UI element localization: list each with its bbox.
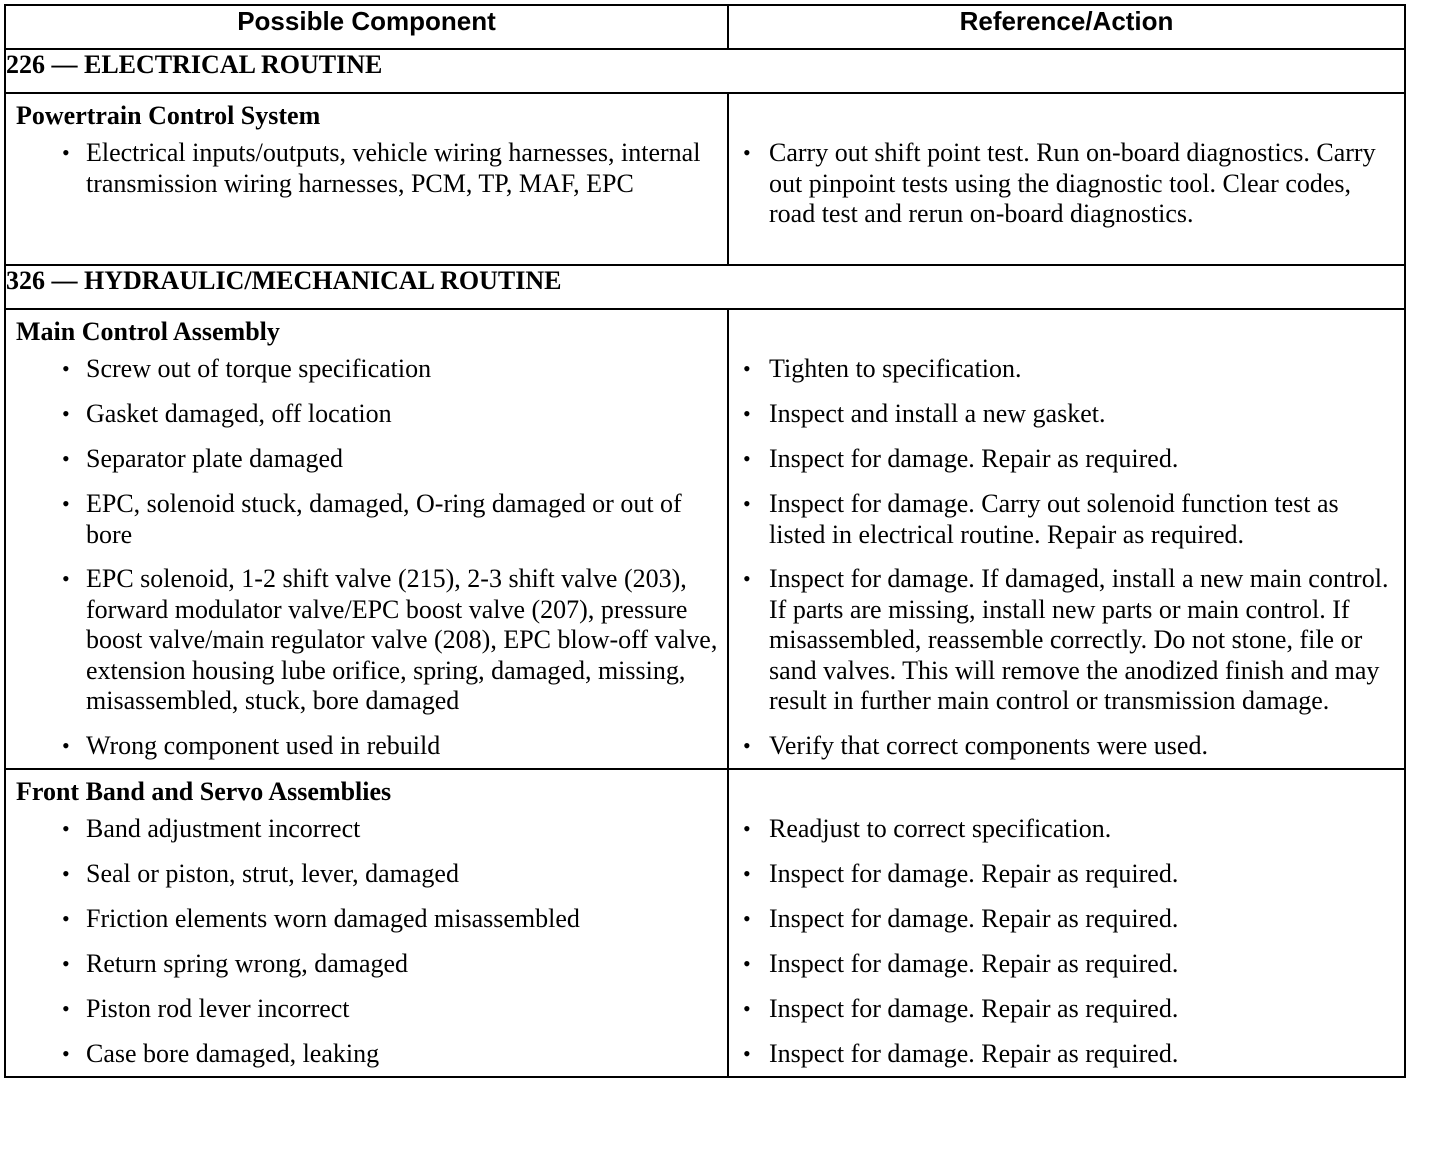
bullet-icon: • <box>62 1041 70 1066</box>
component-item-text: Screw out of torque specification <box>86 354 432 383</box>
component-cell <box>5 769 728 1077</box>
section-title: 326 — HYDRAULIC/MECHANICAL ROUTINE <box>5 265 1405 309</box>
action-item <box>729 354 1404 385</box>
group-title-spacer <box>729 310 1404 354</box>
component-item <box>6 444 727 475</box>
group-row <box>5 309 1405 769</box>
action-item <box>729 859 1404 890</box>
bullet-icon: • <box>62 491 70 516</box>
action-item-text: Inspect and install a new gasket. <box>769 399 1106 428</box>
action-item <box>729 1039 1404 1070</box>
component-item <box>6 859 727 890</box>
component-item-text: Wrong component used in rebuild <box>86 731 441 760</box>
cell-bottom-spacer <box>729 230 1404 264</box>
action-item <box>729 489 1404 550</box>
bullet-icon: • <box>743 733 751 758</box>
bullet-icon: • <box>62 446 70 471</box>
group-title: Front Band and Servo Assemblies <box>16 777 392 806</box>
component-cell <box>5 309 728 769</box>
component-item <box>6 904 727 935</box>
bullet-icon: • <box>62 356 70 381</box>
component-item-text: Piston rod lever incorrect <box>86 994 350 1023</box>
bullet-icon: • <box>62 816 70 841</box>
bullet-icon: • <box>62 566 70 591</box>
component-item-text: Return spring wrong, damaged <box>86 949 409 978</box>
header-action: Reference/Action <box>728 5 1405 49</box>
table-body <box>5 49 1405 1077</box>
bullet-icon: • <box>743 861 751 886</box>
action-item-text: Verify that correct components were used. <box>769 731 1208 760</box>
bullet-icon: • <box>743 446 751 471</box>
component-item-text: Gasket damaged, off location <box>86 399 392 428</box>
bullet-icon: • <box>62 733 70 758</box>
action-cell <box>728 769 1405 1077</box>
component-item-text: Seal or piston, strut, lever, damaged <box>86 859 459 888</box>
bullet-icon: • <box>743 906 751 931</box>
action-item-text: Inspect for damage. Carry out solenoid function test as listed in electrical routine. Repair as required. <box>769 489 1339 549</box>
action-cell <box>728 309 1405 769</box>
component-item <box>6 354 727 385</box>
bullet-icon: • <box>743 951 751 976</box>
header-row <box>5 5 1405 49</box>
action-item-text: Inspect for damage. Repair as required. <box>769 1039 1179 1068</box>
group-title: Powertrain Control System <box>16 101 321 130</box>
component-item-text: Band adjustment incorrect <box>86 814 361 843</box>
bullet-icon: • <box>743 356 751 381</box>
action-item <box>729 814 1404 845</box>
component-item <box>6 994 727 1025</box>
bullet-icon: • <box>62 140 70 165</box>
action-item <box>729 904 1404 935</box>
bullet-icon: • <box>743 401 751 426</box>
action-item <box>729 994 1404 1025</box>
bullet-icon: • <box>743 996 751 1021</box>
group-row <box>5 93 1405 265</box>
component-item <box>6 1039 727 1070</box>
action-item-text: Inspect for damage. If damaged, install a new main control. If parts are missing, install new parts or main control. If misassembled, reassemble correctly. Do not stone, file or sand valves. This will remove the anodized finish and may result in further main control or transmission damage. <box>769 564 1389 715</box>
action-item <box>729 564 1404 717</box>
action-item <box>729 949 1404 980</box>
action-item <box>729 444 1404 475</box>
component-item-text: Electrical inputs/outputs, vehicle wiring harnesses, internal transmission wiring harnesses, PCM, TP, MAF, EPC <box>86 138 701 198</box>
action-item-text: Inspect for damage. Repair as required. <box>769 949 1179 978</box>
component-item <box>6 731 727 762</box>
component-item-text: EPC solenoid, 1-2 shift valve (215), 2-3 shift valve (203), forward modulator valve/EPC boost valve (207), pressure boost valve/main regulator valve (208), EPC blow-off valve, extension housing lube orifice, spring, damaged, missing, misassembled, stuck, bore damaged <box>86 564 718 715</box>
bullet-icon: • <box>62 906 70 931</box>
component-item <box>6 814 727 845</box>
action-item <box>729 138 1404 230</box>
bullet-icon: • <box>743 491 751 516</box>
bullet-icon: • <box>743 1041 751 1066</box>
cell-bottom-spacer <box>729 762 1404 768</box>
bullet-icon: • <box>62 401 70 426</box>
cell-bottom-spacer <box>729 1070 1404 1076</box>
component-item <box>6 564 727 717</box>
component-item <box>6 489 727 550</box>
action-item-text: Inspect for damage. Repair as required. <box>769 994 1179 1023</box>
bullet-icon: • <box>743 566 751 591</box>
cell-bottom-spacer <box>6 1070 727 1076</box>
component-item <box>6 949 727 980</box>
header-component: Possible Component <box>5 5 728 49</box>
component-item-text: Case bore damaged, leaking <box>86 1039 380 1068</box>
action-cell <box>728 93 1405 265</box>
cell-bottom-spacer <box>6 230 727 264</box>
group-title: Main Control Assembly <box>16 317 280 346</box>
bullet-icon: • <box>62 861 70 886</box>
section-row <box>5 265 1405 309</box>
bullet-icon: • <box>743 816 751 841</box>
action-item-text: Inspect for damage. Repair as required. <box>769 859 1179 888</box>
diagnosis-table <box>4 4 1406 1078</box>
action-item-text: Readjust to correct specification. <box>769 814 1112 843</box>
bullet-icon: • <box>743 140 751 165</box>
group-row <box>5 769 1405 1077</box>
bullet-icon: • <box>62 951 70 976</box>
action-item <box>729 731 1404 762</box>
group-title-spacer <box>729 94 1404 138</box>
section-title: 226 — ELECTRICAL ROUTINE <box>5 49 1405 93</box>
component-cell <box>5 93 728 265</box>
component-item <box>6 138 727 230</box>
component-item-text: EPC, solenoid stuck, damaged, O-ring damaged or out of bore <box>86 489 682 549</box>
bullet-icon: • <box>62 996 70 1021</box>
cell-bottom-spacer <box>6 762 727 768</box>
action-item-text: Inspect for damage. Repair as required. <box>769 904 1179 933</box>
action-item-text: Inspect for damage. Repair as required. <box>769 444 1179 473</box>
group-title-spacer <box>729 770 1404 814</box>
component-item <box>6 399 727 430</box>
component-item-text: Separator plate damaged <box>86 444 343 473</box>
action-item-text: Carry out shift point test. Run on-board diagnostics. Carry out pinpoint tests using the diagnostic tool. Clear codes, road test and rerun on-board diagnostics. <box>769 138 1376 228</box>
component-item-text: Friction elements worn damaged misassembled <box>86 904 580 933</box>
action-item <box>729 399 1404 430</box>
action-item-text: Tighten to specification. <box>769 354 1022 383</box>
section-row <box>5 49 1405 93</box>
